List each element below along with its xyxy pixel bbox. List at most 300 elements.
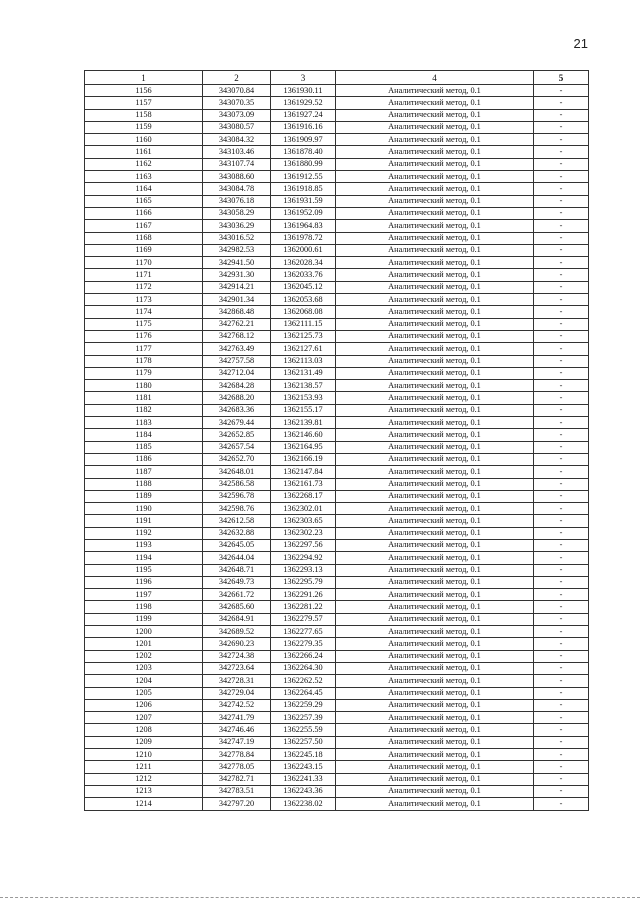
x-coordinate-cell: 342661.72	[203, 589, 271, 601]
y-coordinate-cell: 1361978.72	[271, 232, 336, 244]
y-coordinate-cell: 1362125.73	[271, 330, 336, 342]
error-cell: -	[534, 736, 589, 748]
x-coordinate-cell: 342762.21	[203, 318, 271, 330]
error-cell: -	[534, 638, 589, 650]
method-cell: Аналитический метод, 0.1	[336, 712, 534, 724]
point-number-cell: 1176	[85, 330, 203, 342]
y-coordinate-cell: 1362255.59	[271, 724, 336, 736]
table-row	[85, 318, 589, 330]
error-cell: -	[534, 109, 589, 121]
y-coordinate-cell: 1362297.56	[271, 539, 336, 551]
point-number-cell: 1199	[85, 613, 203, 625]
point-number-cell: 1213	[85, 785, 203, 797]
x-coordinate-cell: 342652.70	[203, 453, 271, 465]
method-cell: Аналитический метод, 0.1	[336, 294, 534, 306]
point-number-cell: 1186	[85, 453, 203, 465]
method-cell: Аналитический метод, 0.1	[336, 183, 534, 195]
table-row	[85, 466, 589, 478]
y-coordinate-cell: 1362111.15	[271, 318, 336, 330]
x-coordinate-cell: 342768.12	[203, 330, 271, 342]
method-cell: Аналитический метод, 0.1	[336, 355, 534, 367]
point-number-cell: 1188	[85, 478, 203, 490]
x-coordinate-cell: 342586.58	[203, 478, 271, 490]
table-row	[85, 281, 589, 293]
method-cell: Аналитический метод, 0.1	[336, 220, 534, 232]
y-coordinate-cell: 1362053.68	[271, 294, 336, 306]
y-coordinate-cell: 1362147.84	[271, 466, 336, 478]
method-cell: Аналитический метод, 0.1	[336, 539, 534, 551]
point-number-cell: 1179	[85, 367, 203, 379]
error-cell: -	[534, 158, 589, 170]
table-row	[85, 257, 589, 269]
point-number-cell: 1175	[85, 318, 203, 330]
table-row	[85, 650, 589, 662]
x-coordinate-cell: 343016.52	[203, 232, 271, 244]
method-cell: Аналитический метод, 0.1	[336, 367, 534, 379]
error-cell: -	[534, 564, 589, 576]
error-cell: -	[534, 404, 589, 416]
error-cell: -	[534, 773, 589, 785]
error-cell: -	[534, 453, 589, 465]
point-number-cell: 1167	[85, 220, 203, 232]
method-cell: Аналитический метод, 0.1	[336, 613, 534, 625]
method-cell: Аналитический метод, 0.1	[336, 662, 534, 674]
table-row	[85, 736, 589, 748]
y-coordinate-cell: 1361878.40	[271, 146, 336, 158]
table-row	[85, 306, 589, 318]
table-row	[85, 330, 589, 342]
table-row	[85, 269, 589, 281]
error-cell: -	[534, 466, 589, 478]
column-header-2: 2	[203, 71, 271, 85]
point-number-cell: 1202	[85, 650, 203, 662]
method-cell: Аналитический метод, 0.1	[336, 134, 534, 146]
error-cell: -	[534, 613, 589, 625]
error-cell: -	[534, 490, 589, 502]
table-row	[85, 294, 589, 306]
table-row	[85, 749, 589, 761]
method-cell: Аналитический метод, 0.1	[336, 675, 534, 687]
point-number-cell: 1160	[85, 134, 203, 146]
y-coordinate-cell: 1362303.65	[271, 515, 336, 527]
y-coordinate-cell: 1362068.08	[271, 306, 336, 318]
error-cell: -	[534, 712, 589, 724]
table-row	[85, 687, 589, 699]
y-coordinate-cell: 1362238.02	[271, 798, 336, 810]
y-coordinate-cell: 1362279.35	[271, 638, 336, 650]
point-number-cell: 1205	[85, 687, 203, 699]
x-coordinate-cell: 342901.34	[203, 294, 271, 306]
error-cell: -	[534, 724, 589, 736]
x-coordinate-cell: 342741.79	[203, 712, 271, 724]
error-cell: -	[534, 478, 589, 490]
table-row	[85, 158, 589, 170]
point-number-cell: 1171	[85, 269, 203, 281]
error-cell: -	[534, 380, 589, 392]
table-row	[85, 183, 589, 195]
y-coordinate-cell: 1362295.79	[271, 576, 336, 588]
method-cell: Аналитический метод, 0.1	[336, 773, 534, 785]
error-cell: -	[534, 761, 589, 773]
point-number-cell: 1209	[85, 736, 203, 748]
error-cell: -	[534, 552, 589, 564]
table-row	[85, 527, 589, 539]
x-coordinate-cell: 343103.46	[203, 146, 271, 158]
table-row	[85, 798, 589, 810]
table-row	[85, 539, 589, 551]
table-row	[85, 662, 589, 674]
table-row	[85, 367, 589, 379]
x-coordinate-cell: 342728.31	[203, 675, 271, 687]
y-coordinate-cell: 1362264.45	[271, 687, 336, 699]
table-row	[85, 146, 589, 158]
method-cell: Аналитический метод, 0.1	[336, 109, 534, 121]
y-coordinate-cell: 1362257.39	[271, 712, 336, 724]
point-number-cell: 1165	[85, 195, 203, 207]
method-cell: Аналитический метод, 0.1	[336, 576, 534, 588]
y-coordinate-cell: 1362155.17	[271, 404, 336, 416]
x-coordinate-cell: 342914.21	[203, 281, 271, 293]
table-row	[85, 785, 589, 797]
table-row	[85, 171, 589, 183]
table-row	[85, 85, 589, 97]
error-cell: -	[534, 650, 589, 662]
error-cell: -	[534, 589, 589, 601]
method-cell: Аналитический метод, 0.1	[336, 85, 534, 97]
point-number-cell: 1208	[85, 724, 203, 736]
error-cell: -	[534, 244, 589, 256]
column-header-1: 1	[85, 71, 203, 85]
x-coordinate-cell: 342596.78	[203, 490, 271, 502]
method-cell: Аналитический метод, 0.1	[336, 146, 534, 158]
error-cell: -	[534, 367, 589, 379]
error-cell: -	[534, 675, 589, 687]
point-number-cell: 1185	[85, 441, 203, 453]
method-cell: Аналитический метод, 0.1	[336, 490, 534, 502]
table-row	[85, 429, 589, 441]
point-number-cell: 1173	[85, 294, 203, 306]
method-cell: Аналитический метод, 0.1	[336, 195, 534, 207]
method-cell: Аналитический метод, 0.1	[336, 724, 534, 736]
y-coordinate-cell: 1362131.49	[271, 367, 336, 379]
table-row	[85, 589, 589, 601]
y-coordinate-cell: 1362277.65	[271, 626, 336, 638]
point-number-cell: 1159	[85, 121, 203, 133]
y-coordinate-cell: 1362279.57	[271, 613, 336, 625]
method-cell: Аналитический метод, 0.1	[336, 121, 534, 133]
error-cell: -	[534, 441, 589, 453]
column-header-4: 4	[336, 71, 534, 85]
point-number-cell: 1189	[85, 490, 203, 502]
x-coordinate-cell: 343080.57	[203, 121, 271, 133]
method-cell: Аналитический метод, 0.1	[336, 392, 534, 404]
x-coordinate-cell: 342648.01	[203, 466, 271, 478]
point-number-cell: 1207	[85, 712, 203, 724]
error-cell: -	[534, 257, 589, 269]
error-cell: -	[534, 601, 589, 613]
x-coordinate-cell: 342742.52	[203, 699, 271, 711]
y-coordinate-cell: 1362268.17	[271, 490, 336, 502]
x-coordinate-cell: 343076.18	[203, 195, 271, 207]
y-coordinate-cell: 1361931.59	[271, 195, 336, 207]
x-coordinate-cell: 342782.71	[203, 773, 271, 785]
point-number-cell: 1184	[85, 429, 203, 441]
error-cell: -	[534, 97, 589, 109]
table-row	[85, 404, 589, 416]
x-coordinate-cell: 342649.73	[203, 576, 271, 588]
method-cell: Аналитический метод, 0.1	[336, 749, 534, 761]
method-cell: Аналитический метод, 0.1	[336, 478, 534, 490]
x-coordinate-cell: 343036.29	[203, 220, 271, 232]
x-coordinate-cell: 342783.51	[203, 785, 271, 797]
table-row	[85, 675, 589, 687]
x-coordinate-cell: 342941.50	[203, 257, 271, 269]
y-coordinate-cell: 1362266.24	[271, 650, 336, 662]
point-number-cell: 1204	[85, 675, 203, 687]
point-number-cell: 1195	[85, 564, 203, 576]
table-row	[85, 576, 589, 588]
method-cell: Аналитический метод, 0.1	[336, 798, 534, 810]
method-cell: Аналитический метод, 0.1	[336, 466, 534, 478]
method-cell: Аналитический метод, 0.1	[336, 503, 534, 515]
y-coordinate-cell: 1362153.93	[271, 392, 336, 404]
method-cell: Аналитический метод, 0.1	[336, 564, 534, 576]
point-number-cell: 1178	[85, 355, 203, 367]
x-coordinate-cell: 342612.58	[203, 515, 271, 527]
table-row	[85, 244, 589, 256]
error-cell: -	[534, 576, 589, 588]
y-coordinate-cell: 1362257.50	[271, 736, 336, 748]
x-coordinate-cell: 342683.36	[203, 404, 271, 416]
y-coordinate-cell: 1362161.73	[271, 478, 336, 490]
error-cell: -	[534, 626, 589, 638]
y-coordinate-cell: 1361912.55	[271, 171, 336, 183]
method-cell: Аналитический метод, 0.1	[336, 330, 534, 342]
y-coordinate-cell: 1362294.92	[271, 552, 336, 564]
column-header-5: 5	[534, 71, 589, 85]
y-coordinate-cell: 1362033.76	[271, 269, 336, 281]
table-row	[85, 503, 589, 515]
x-coordinate-cell: 342982.53	[203, 244, 271, 256]
x-coordinate-cell: 342778.84	[203, 749, 271, 761]
point-number-cell: 1180	[85, 380, 203, 392]
table-row	[85, 392, 589, 404]
method-cell: Аналитический метод, 0.1	[336, 552, 534, 564]
error-cell: -	[534, 503, 589, 515]
y-coordinate-cell: 1361880.99	[271, 158, 336, 170]
method-cell: Аналитический метод, 0.1	[336, 761, 534, 773]
y-coordinate-cell: 1362281.22	[271, 601, 336, 613]
point-number-cell: 1170	[85, 257, 203, 269]
y-coordinate-cell: 1361952.09	[271, 207, 336, 219]
error-cell: -	[534, 220, 589, 232]
x-coordinate-cell: 342723.64	[203, 662, 271, 674]
point-number-cell: 1182	[85, 404, 203, 416]
error-cell: -	[534, 417, 589, 429]
error-cell: -	[534, 281, 589, 293]
point-number-cell: 1172	[85, 281, 203, 293]
x-coordinate-cell: 343070.35	[203, 97, 271, 109]
y-coordinate-cell: 1362293.13	[271, 564, 336, 576]
error-cell: -	[534, 134, 589, 146]
y-coordinate-cell: 1362045.12	[271, 281, 336, 293]
error-cell: -	[534, 785, 589, 797]
method-cell: Аналитический метод, 0.1	[336, 281, 534, 293]
error-cell: -	[534, 515, 589, 527]
y-coordinate-cell: 1361916.16	[271, 121, 336, 133]
error-cell: -	[534, 121, 589, 133]
table-row	[85, 564, 589, 576]
point-number-cell: 1158	[85, 109, 203, 121]
method-cell: Аналитический метод, 0.1	[336, 638, 534, 650]
method-cell: Аналитический метод, 0.1	[336, 318, 534, 330]
table-row	[85, 121, 589, 133]
method-cell: Аналитический метод, 0.1	[336, 171, 534, 183]
table-row	[85, 232, 589, 244]
y-coordinate-cell: 1361930.11	[271, 85, 336, 97]
table-row	[85, 724, 589, 736]
table-row	[85, 638, 589, 650]
x-coordinate-cell: 342652.85	[203, 429, 271, 441]
point-number-cell: 1156	[85, 85, 203, 97]
y-coordinate-cell: 1362302.01	[271, 503, 336, 515]
method-cell: Аналитический метод, 0.1	[336, 589, 534, 601]
point-number-cell: 1203	[85, 662, 203, 674]
y-coordinate-cell: 1362243.15	[271, 761, 336, 773]
method-cell: Аналитический метод, 0.1	[336, 650, 534, 662]
point-number-cell: 1198	[85, 601, 203, 613]
x-coordinate-cell: 343084.78	[203, 183, 271, 195]
table-row	[85, 134, 589, 146]
x-coordinate-cell: 342724.38	[203, 650, 271, 662]
x-coordinate-cell: 343107.74	[203, 158, 271, 170]
point-number-cell: 1163	[85, 171, 203, 183]
y-coordinate-cell: 1362302.23	[271, 527, 336, 539]
point-number-cell: 1177	[85, 343, 203, 355]
column-header-3: 3	[271, 71, 336, 85]
error-cell: -	[534, 171, 589, 183]
table-row	[85, 441, 589, 453]
y-coordinate-cell: 1361909.97	[271, 134, 336, 146]
table-row	[85, 109, 589, 121]
error-cell: -	[534, 539, 589, 551]
x-coordinate-cell: 342690.23	[203, 638, 271, 650]
x-coordinate-cell: 342763.49	[203, 343, 271, 355]
y-coordinate-cell: 1362138.57	[271, 380, 336, 392]
point-number-cell: 1164	[85, 183, 203, 195]
table-row	[85, 626, 589, 638]
error-cell: -	[534, 699, 589, 711]
table-row	[85, 712, 589, 724]
error-cell: -	[534, 749, 589, 761]
point-number-cell: 1183	[85, 417, 203, 429]
error-cell: -	[534, 330, 589, 342]
y-coordinate-cell: 1362028.34	[271, 257, 336, 269]
x-coordinate-cell: 342684.91	[203, 613, 271, 625]
y-coordinate-cell: 1362166.19	[271, 453, 336, 465]
x-coordinate-cell: 342689.52	[203, 626, 271, 638]
x-coordinate-cell: 343070.84	[203, 85, 271, 97]
error-cell: -	[534, 343, 589, 355]
method-cell: Аналитический метод, 0.1	[336, 257, 534, 269]
table-row	[85, 515, 589, 527]
method-cell: Аналитический метод, 0.1	[336, 527, 534, 539]
point-number-cell: 1211	[85, 761, 203, 773]
table-row	[85, 343, 589, 355]
table-row	[85, 195, 589, 207]
y-coordinate-cell: 1362127.61	[271, 343, 336, 355]
y-coordinate-cell: 1362000.61	[271, 244, 336, 256]
point-number-cell: 1197	[85, 589, 203, 601]
x-coordinate-cell: 342644.04	[203, 552, 271, 564]
error-cell: -	[534, 429, 589, 441]
method-cell: Аналитический метод, 0.1	[336, 699, 534, 711]
method-cell: Аналитический метод, 0.1	[336, 429, 534, 441]
x-coordinate-cell: 343088.60	[203, 171, 271, 183]
point-number-cell: 1193	[85, 539, 203, 551]
error-cell: -	[534, 195, 589, 207]
point-number-cell: 1174	[85, 306, 203, 318]
x-coordinate-cell: 342598.76	[203, 503, 271, 515]
method-cell: Аналитический метод, 0.1	[336, 232, 534, 244]
x-coordinate-cell: 342679.44	[203, 417, 271, 429]
error-cell: -	[534, 392, 589, 404]
y-coordinate-cell: 1361929.52	[271, 97, 336, 109]
method-cell: Аналитический метод, 0.1	[336, 306, 534, 318]
point-number-cell: 1187	[85, 466, 203, 478]
point-number-cell: 1168	[85, 232, 203, 244]
y-coordinate-cell: 1361927.24	[271, 109, 336, 121]
y-coordinate-cell: 1362139.81	[271, 417, 336, 429]
point-number-cell: 1201	[85, 638, 203, 650]
x-coordinate-cell: 342868.48	[203, 306, 271, 318]
table-row	[85, 601, 589, 613]
table-row	[85, 761, 589, 773]
error-cell: -	[534, 294, 589, 306]
point-number-cell: 1161	[85, 146, 203, 158]
table-row	[85, 478, 589, 490]
page-number: 21	[573, 36, 588, 51]
table-header-row	[85, 71, 589, 85]
error-cell: -	[534, 85, 589, 97]
point-number-cell: 1166	[85, 207, 203, 219]
point-number-cell: 1210	[85, 749, 203, 761]
table-row	[85, 417, 589, 429]
method-cell: Аналитический метод, 0.1	[336, 687, 534, 699]
y-coordinate-cell: 1362259.29	[271, 699, 336, 711]
method-cell: Аналитический метод, 0.1	[336, 269, 534, 281]
error-cell: -	[534, 355, 589, 367]
x-coordinate-cell: 342747.19	[203, 736, 271, 748]
y-coordinate-cell: 1361964.83	[271, 220, 336, 232]
y-coordinate-cell: 1361918.85	[271, 183, 336, 195]
method-cell: Аналитический метод, 0.1	[336, 417, 534, 429]
method-cell: Аналитический метод, 0.1	[336, 601, 534, 613]
table-row	[85, 773, 589, 785]
point-number-cell: 1196	[85, 576, 203, 588]
x-coordinate-cell: 342645.05	[203, 539, 271, 551]
x-coordinate-cell: 342712.04	[203, 367, 271, 379]
table-row	[85, 207, 589, 219]
point-number-cell: 1190	[85, 503, 203, 515]
method-cell: Аналитический метод, 0.1	[336, 453, 534, 465]
x-coordinate-cell: 342648.71	[203, 564, 271, 576]
error-cell: -	[534, 662, 589, 674]
point-number-cell: 1157	[85, 97, 203, 109]
method-cell: Аналитический метод, 0.1	[336, 441, 534, 453]
x-coordinate-cell: 342632.88	[203, 527, 271, 539]
error-cell: -	[534, 318, 589, 330]
